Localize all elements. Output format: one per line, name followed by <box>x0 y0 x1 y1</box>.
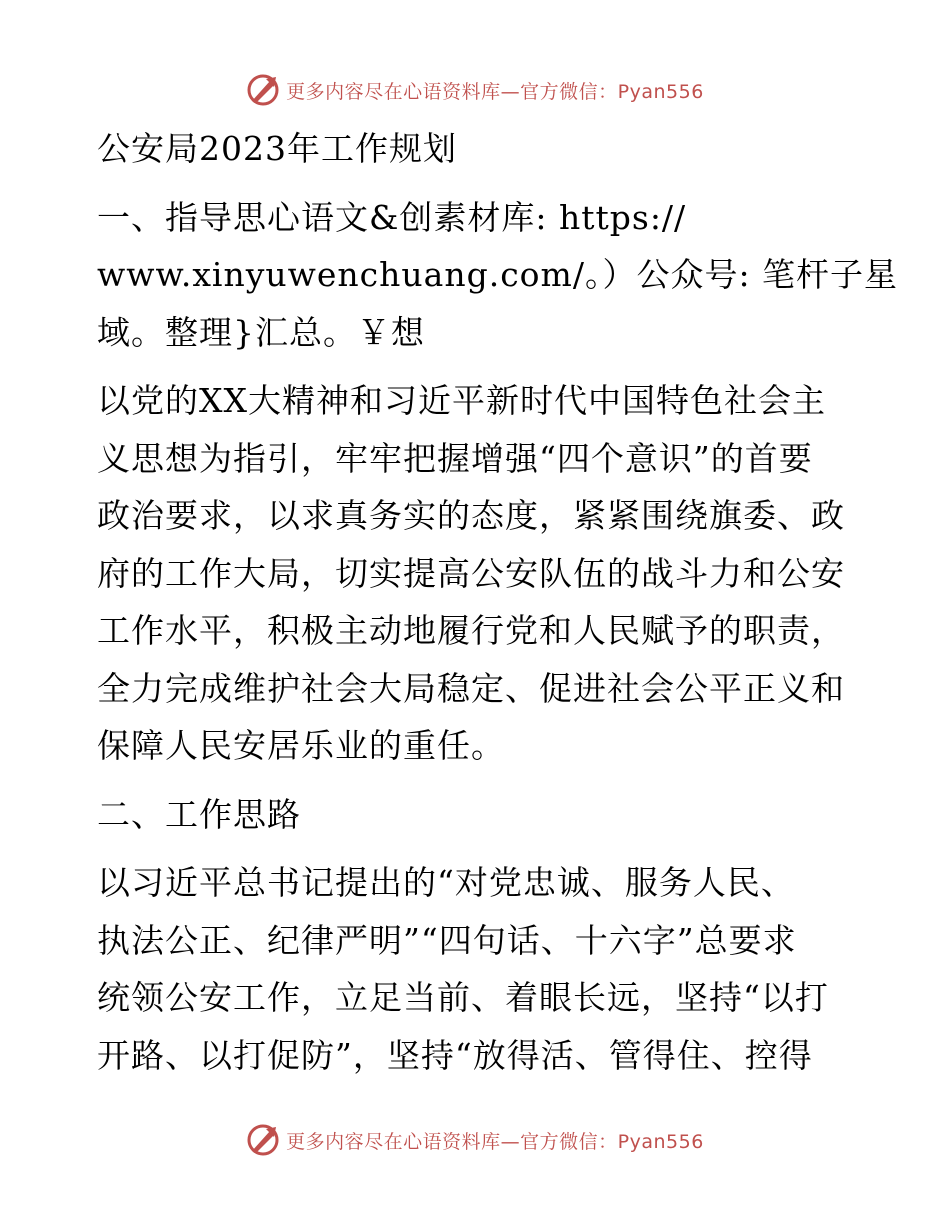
footer-banner-text: 更多内容尽在心语资料库—官方微信：Pyan556 <box>286 1130 704 1153</box>
paragraph-1-line: 全力完成维护社会大局稳定、促进社会公平正义和 <box>97 668 845 708</box>
section-1-line: 域。整理}汇总。￥想 <box>97 312 425 352</box>
paragraph-1 <box>97 372 857 775</box>
section-2-heading: 二、工作思路 <box>97 794 301 834</box>
paragraph-1-line: 工作水平，积极主动地履行党和人民赋予的职责， <box>97 611 845 650</box>
header-banner <box>0 70 950 110</box>
paragraph-1-line: 府的工作大局，切实提高公安队伍的战斗力和公安 <box>97 553 845 593</box>
paragraph-2-line: 以习近平总书记提出的“对党忠诚、服务人民、 <box>97 863 795 902</box>
footer-banner <box>0 1120 950 1160</box>
paragraph-1-line: 以党的XX大精神和习近平新时代中国特色社会主 <box>97 381 826 420</box>
section-1-line: www.xinyuwenchuang.com/。）公众号: 笔杆子星 <box>97 255 899 294</box>
paragraph-1-line: 义思想为指引，牢牢把握增强“四个意识”的首要 <box>97 438 813 478</box>
document-body <box>97 120 899 1084</box>
quill-logo-icon <box>246 1123 280 1157</box>
paragraph-1-line: 保障人民安居乐业的重任。 <box>97 726 505 765</box>
section-1-line: 一、指导思心语文&创素材库: https:// <box>97 197 687 237</box>
header-banner-text: 更多内容尽在心语资料库—官方微信：Pyan556 <box>286 80 704 103</box>
paragraph-2 <box>97 854 857 1084</box>
paragraph-2-line: 统领公安工作，立足当前、着眼长远，坚持“以打 <box>97 978 829 1017</box>
paragraph-2-line: 开路、以打促防”，坚持“放得活、管得住、控得 <box>97 1035 813 1075</box>
quill-logo-icon <box>246 73 280 107</box>
document-title: 公安局2023年工作规划 <box>97 129 457 168</box>
section-1 <box>97 189 899 362</box>
paragraph-1-line: 政治要求，以求真务实的态度，紧紧围绕旗委、政 <box>97 496 845 535</box>
paragraph-2-line: 执法公正、纪律严明”“四句话、十六字”总要求 <box>97 920 797 960</box>
